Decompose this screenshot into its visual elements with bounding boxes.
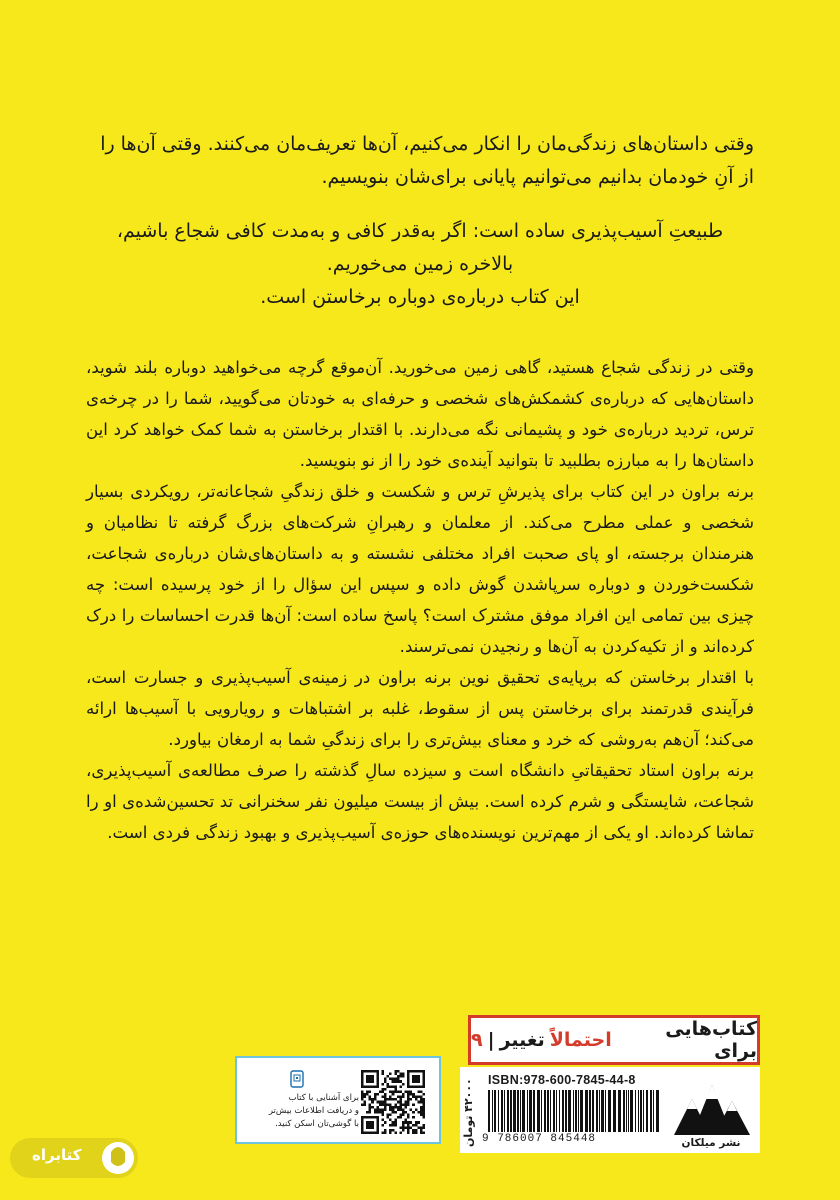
publisher-logo-icon — [672, 1077, 752, 1137]
qr-line-2: و دریافت اطلاعات بیش‌تر — [268, 1106, 359, 1116]
intro-text — [86, 128, 754, 194]
barcode-digits: 9 786007 845448 — [482, 1133, 597, 1145]
barcode-panel — [460, 1067, 760, 1153]
blurb-body — [86, 352, 754, 848]
barcode-bars — [488, 1090, 662, 1132]
qr-code-icon[interactable] — [361, 1070, 425, 1134]
intro-line-2: از آنِ خودمان بدانیم می‌توانیم پایانی برای‌شان بنویسیم. — [321, 166, 754, 188]
qr-line-1: برای آشنایی با کتاب — [288, 1093, 359, 1103]
qr-panel — [235, 1056, 441, 1144]
blurb-paragraph-4: برنه براون استاد تحقیقاتیِ دانشگاه است و سیزده سالِ گذشته را صرف مطالعه‌ی آسیب‌پذیری، شجاعت، شایستگی و شرم کرده است. بیش از بیست میلیون نفر سخنرانی تد تحسین‌شده‌ی او را تماشا کرده‌اند. او یکی از مهم‌ترین نویسنده‌های حوزه‌ی آسیب‌پذیری و بهبود زندگی فردی است. — [86, 761, 754, 842]
blurb-paragraph-1: وقتی در زندگی شجاع هستید، گاهی زمین می‌خورید. آن‌موقع گرچه می‌خواهید دوباره بلند شوید، داستان‌هایی که درباره‌ی کشمکش‌های شخصی و حرفه‌ای به خودتان می‌گویید، شما را در چرخه‌ی ترس، تردید درباره‌ی خود و پشیمانی نگه می‌دارند. با اقتدار برخاستن به شما کمک خواهد کرد این داستان‌ها را به مبارزه بطلبید تا بتوانید آینده‌ی خود را از نو بنویسید. — [86, 358, 754, 470]
site-name: کتابراه — [32, 1146, 82, 1164]
blurb-paragraph-2: برنه براون در این کتاب برای پذیرشِ ترس و شکست و خلق زندگیِ شجاعانه‌تر، رویکردی بسیار شخصی و عملی مطرح می‌کند. از معلمان و رهبرانِ شرکت‌های بزرگ گرفته تا نظامیان و هنرمندان برجسته، او پای صحبت افراد مختلفی نشسته و به داستان‌های‌شان درباره‌ی شجاعت، شکست‌خوردن و دوباره سرپاشدن گوش داده و سپس این سؤال را از خود پرسیده است: چه چیزی بین تمامی این افراد موفق مشترک است؟ پاسخ ساده است: آن‌ها قدرت احساسات را درک کرده‌اند و از تکیه‌کردن به آن‌ها و رنجیدن نمی‌ترسند. — [86, 482, 754, 656]
series-suffix: تغییر — [499, 1029, 545, 1051]
price-label: ۴۲۰۰۰ تومان — [462, 1078, 475, 1148]
blurb-paragraph-3: با اقتدار برخاستن که برپایه‌ی تحقیق نوین برنه براون در زمینه‌ی آسیب‌پذیری و جسارت است، فرآیندی قدرتمند برای برخاستن پس از سقوط، غلبه بر اشتباهات و رویارویی با آسیب‌ها ارائه می‌کند؛ آن‌هم به‌روشی که خرد و معنای بیش‌تری را برای زندگیِ شما به ارمغان بیاورد. — [86, 668, 754, 749]
publisher-name: نشر میلکان — [681, 1137, 741, 1149]
qr-instructions — [243, 1092, 359, 1131]
quote-text — [86, 215, 754, 314]
quote-line-1: طبیعتِ آسیب‌پذیری ساده است: اگر به‌قدر کافی و به‌مدت کافی شجاع باشیم، — [116, 220, 724, 242]
series-label — [468, 1015, 760, 1065]
isbn-label: ISBN:978-600-7845-44-8 — [488, 1073, 636, 1087]
series-highlight: احتمالاً — [549, 1029, 612, 1051]
site-logo — [10, 1130, 140, 1184]
quote-line-3: این کتاب درباره‌ی دوباره برخاستن است. — [260, 286, 580, 308]
series-separator: | — [487, 1029, 495, 1051]
phone-scan-icon — [289, 1070, 305, 1088]
series-number: ۹ — [471, 1029, 483, 1051]
series-prefix: کتاب‌هایی برای — [665, 1018, 757, 1062]
qr-line-3: با گوشی‌تان اسکن کنید. — [275, 1119, 359, 1129]
intro-line-1: وقتی داستان‌های زندگی‌مان را انکار می‌کنیم، آن‌ها تعریف‌مان می‌کنند. وقتی آن‌ها را — [100, 133, 754, 155]
quote-line-2: بالاخره زمین می‌خوریم. — [326, 253, 514, 275]
